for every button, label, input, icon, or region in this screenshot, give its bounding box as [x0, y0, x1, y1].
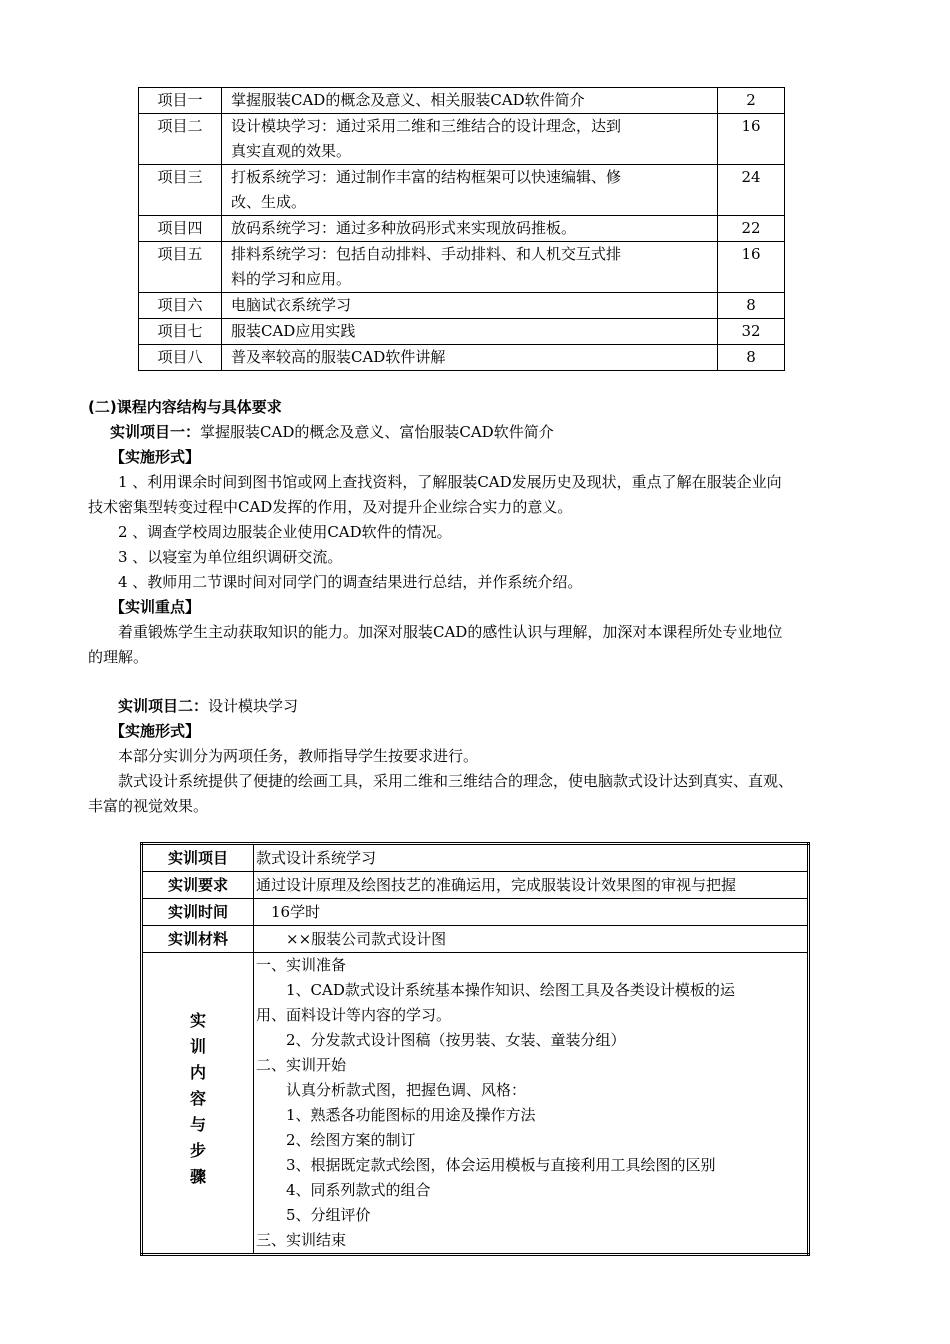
project-name: 项目八 — [139, 345, 222, 371]
project-hours-table — [138, 87, 785, 371]
row-value: 通过设计原理及绘图技艺的准确运用，完成服装设计效果图的审视与把握 — [254, 872, 809, 899]
table-row — [139, 88, 785, 114]
focus-line: 着重锻炼学生主动获取知识的能力。加深对服装CAD的感性认识与理解，加深对本课程所处专业地位 — [118, 623, 783, 641]
desc-line: 服装CAD应用实践 — [231, 322, 356, 340]
project-desc — [222, 216, 718, 242]
desc-line: 放码系统学习：通过多种放码形式来实现放码推板。 — [231, 219, 577, 237]
project2-title-text: 设计模块学习 — [208, 697, 299, 715]
row-value: ××服装公司款式设计图 — [254, 926, 809, 953]
row-label: 实训项目 — [142, 844, 254, 872]
project-name: 项目一 — [139, 88, 222, 114]
steps-label — [143, 953, 253, 1190]
row-value: 16学时 — [254, 899, 809, 926]
project-desc — [222, 345, 718, 371]
step-line: 一、实训准备 — [256, 956, 347, 974]
steps-label-char: 容 — [189, 1089, 206, 1108]
project1-title — [110, 420, 554, 445]
project1-title-label: 实训项目一： — [110, 423, 201, 441]
table-row — [142, 844, 809, 872]
steps-label-char: 骤 — [189, 1167, 206, 1186]
desc-line: 电脑试衣系统学习 — [231, 296, 352, 314]
desc-line: 打板系统学习：通过制作丰富的结构框架可以快速编辑、修 — [231, 168, 622, 186]
project2-title — [118, 694, 298, 719]
desc-line: 真实直观的效果。 — [231, 142, 352, 160]
focus-label: 【实训重点】 — [110, 598, 201, 616]
form-item: 技术密集型转变过程中CAD发挥的作用，及对提升企业综合实力的意义。 — [88, 498, 573, 516]
project-desc — [222, 114, 718, 165]
desc-line: 改、生成。 — [231, 193, 307, 211]
form-item: 2 、调查学校周边服装企业使用CAD软件的情况。 — [118, 523, 452, 541]
table-row — [139, 165, 785, 216]
row-value: 款式设计系统学习 — [254, 844, 809, 872]
project-name: 项目三 — [139, 165, 222, 216]
steps-label-char: 步 — [189, 1141, 206, 1160]
row-label: 实训时间 — [142, 899, 254, 926]
project1-title-text: 掌握服装CAD的概念及意义、富怡服装CAD软件简介 — [200, 423, 554, 441]
step-line: 4、同系列款式的组合 — [256, 1181, 431, 1199]
project-hours: 32 — [718, 319, 785, 345]
desc-line: 掌握服装CAD的概念及意义、相关服装CAD软件简介 — [231, 91, 585, 109]
project-hours: 16 — [718, 242, 785, 293]
project-name: 项目七 — [139, 319, 222, 345]
form-label: 【实施形式】 — [110, 448, 201, 466]
table-row — [139, 345, 785, 371]
step-line: 二、实训开始 — [256, 1056, 347, 1074]
steps-label-char: 与 — [189, 1115, 206, 1134]
project-hours: 24 — [718, 165, 785, 216]
desc-line: 设计模块学习：通过采用二维和三维结合的设计理念，达到 — [231, 117, 622, 135]
step-line: 1、CAD款式设计系统基本操作知识、绘图工具及各类设计模板的运 — [256, 981, 735, 999]
project-hours: 8 — [718, 345, 785, 371]
step-line: 三、实训结束 — [256, 1231, 347, 1249]
table-row — [139, 216, 785, 242]
table-row — [142, 926, 809, 953]
project-hours: 22 — [718, 216, 785, 242]
desc-line: 排料系统学习：包括自动排料、手动排料、和人机交互式排 — [231, 245, 622, 263]
training-table — [140, 842, 810, 1256]
form-item: 1 、利用课余时间到图书馆或网上查找资料，了解服装CAD发展历史及现状，重点了解在服装企业向 — [118, 473, 782, 491]
project2-title-label: 实训项目二： — [118, 697, 209, 715]
table-row — [142, 899, 809, 926]
step-line: 2、绘图方案的制订 — [256, 1131, 416, 1149]
project-hours: 8 — [718, 293, 785, 319]
paragraph-line: 丰富的视觉效果。 — [88, 797, 209, 815]
form-label-2: 【实施形式】 — [110, 722, 201, 740]
section-heading: (二)课程内容结构与具体要求 — [88, 398, 282, 416]
table-row — [139, 114, 785, 165]
project-desc — [222, 242, 718, 293]
project-name: 项目二 — [139, 114, 222, 165]
desc-line: 料的学习和应用。 — [231, 270, 352, 288]
table-row — [142, 953, 809, 1255]
step-line: 2、分发款式设计图稿（按男装、女装、童装分组） — [256, 1031, 626, 1049]
project-desc — [222, 165, 718, 216]
steps-label-char: 内 — [189, 1063, 206, 1082]
project-desc — [222, 293, 718, 319]
steps-content — [254, 953, 809, 1255]
desc-line: 普及率较高的服装CAD软件讲解 — [231, 348, 446, 366]
step-line: 认真分析款式图，把握色调、风格： — [256, 1081, 527, 1099]
paragraph-line: 款式设计系统提供了便捷的绘画工具，采用二维和三维结合的理念，使电脑款式设计达到真实、直观、 — [118, 772, 794, 790]
table-row — [139, 319, 785, 345]
steps-label-char: 实 — [189, 1011, 206, 1030]
focus-line: 的理解。 — [88, 648, 149, 666]
step-line: 5、分组评价 — [256, 1206, 371, 1224]
row-label: 实训材料 — [142, 926, 254, 953]
step-line: 用、面料设计等内容的学习。 — [256, 1006, 452, 1024]
project-name: 项目四 — [139, 216, 222, 242]
project-hours: 2 — [718, 88, 785, 114]
row-label: 实训要求 — [142, 872, 254, 899]
table-row — [139, 242, 785, 293]
project-name: 项目六 — [139, 293, 222, 319]
project-hours: 16 — [718, 114, 785, 165]
steps-label-cell — [142, 953, 254, 1255]
step-line: 1、熟悉各功能图标的用途及操作方法 — [256, 1106, 536, 1124]
project-name: 项目五 — [139, 242, 222, 293]
form-item: 4 、教师用二节课时间对同学门的调查结果进行总结，并作系统介绍。 — [118, 573, 583, 591]
paragraph-line: 本部分实训分为两项任务，教师指导学生按要求进行。 — [118, 747, 479, 765]
table-row — [142, 872, 809, 899]
table-row — [139, 293, 785, 319]
project-desc — [222, 88, 718, 114]
project-desc — [222, 319, 718, 345]
step-line: 3、根据既定款式绘图，体会运用模板与直接利用工具绘图的区别 — [256, 1156, 716, 1174]
form-item: 3 、以寝室为单位组织调研交流。 — [118, 548, 343, 566]
steps-label-char: 训 — [189, 1037, 206, 1056]
